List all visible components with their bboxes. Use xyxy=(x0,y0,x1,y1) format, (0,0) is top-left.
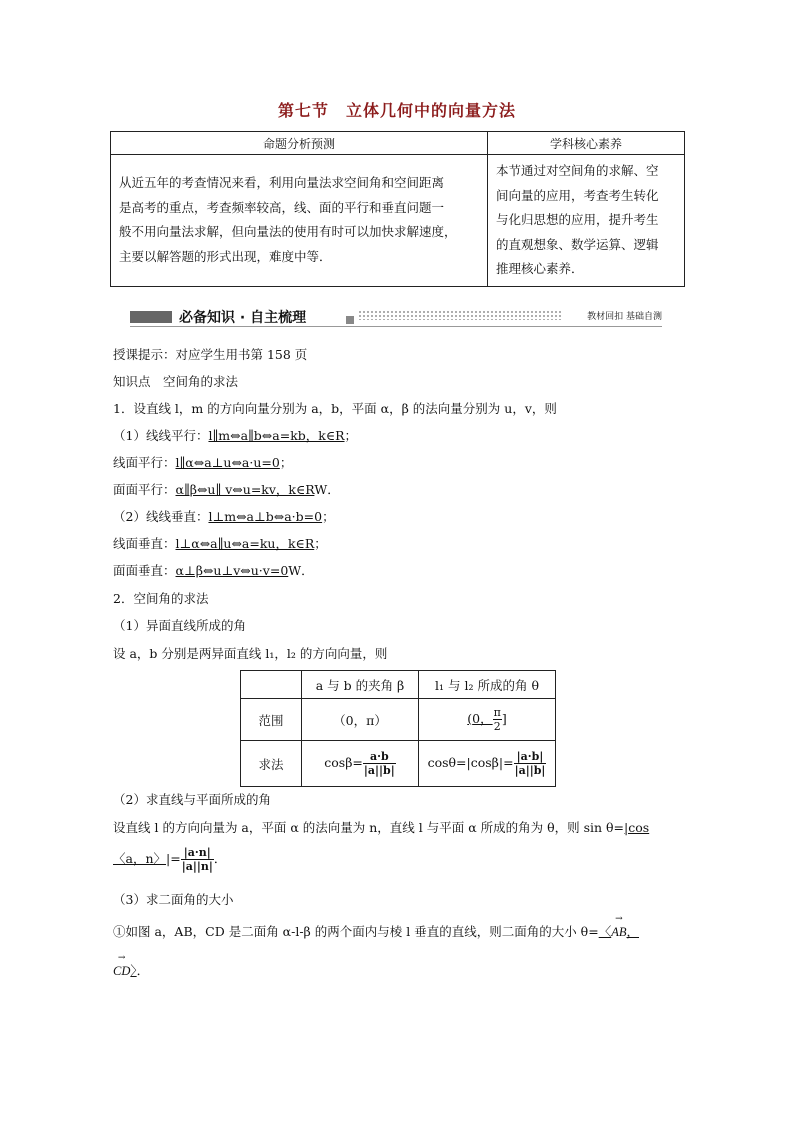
punct: ． xyxy=(301,563,314,578)
ab-numerator: a·b xyxy=(363,750,396,764)
cos-theta-label: cosθ=|cosβ|= xyxy=(427,755,514,770)
an-numerator: |a·n| xyxy=(181,846,214,860)
banner-dots xyxy=(358,310,563,320)
open-bracket: ( xyxy=(467,711,473,726)
vector-arrow-icon: → xyxy=(117,953,126,963)
literacy-line: 推理核心素养． xyxy=(496,261,584,276)
line-plane-parallel-label: 线面平行： xyxy=(113,455,176,470)
vector-cd xyxy=(113,953,131,979)
section-banner xyxy=(130,306,662,328)
item-2-2-eq: |= xyxy=(166,851,181,866)
item-2-3-desc-text: ①如图 a，AB，CD 是二面角 α-l-β 的两个面内与棱 l 垂直的直线，则二面角的大小 θ= xyxy=(113,924,599,939)
item-2-3: （3）求二面角的大小 xyxy=(113,892,234,907)
range-beta: （0，π） xyxy=(302,699,419,741)
two-denominator: 2 xyxy=(493,720,501,733)
banner-right-label: 教材回扣 基础自测 xyxy=(587,312,662,322)
item-2-1: （1）异面直线所成的角 xyxy=(113,618,246,633)
w-mark: W xyxy=(314,482,328,497)
literacy-line: 与化归思想的应用，提升考生 xyxy=(496,212,659,227)
analysis-line: 般不用向量法求解，但向量法的使用有时可以加快求解速度， xyxy=(119,224,457,240)
punct: ． xyxy=(136,963,150,978)
range-theta-value xyxy=(467,706,507,733)
punct: ； xyxy=(344,428,358,443)
angle-header-beta: a 与 b 的夹角 β xyxy=(302,671,419,699)
item-1: 1．设直线 l，m 的方向向量分别为 a，b，平面 α，β 的法向量分别为 u，v，则 xyxy=(113,401,557,416)
an-fraction xyxy=(181,846,214,873)
w-mark: W xyxy=(288,563,302,578)
banner-label: 必备知识 · 自主梳理 xyxy=(179,310,307,326)
parallel-formula: l∥m⇔a∥b⇔a=kb，k∈R xyxy=(208,428,345,443)
topic-analysis-table xyxy=(110,131,685,287)
item-2-2-angle: 〈a，n〉 xyxy=(113,851,167,866)
item-2-2-desc-text: 设直线 l 的方向向量为 a，平面 α 的法向量为 n，直线 l 与平面 α 所成的角为 θ，则 sin θ= xyxy=(113,820,625,835)
banner-block xyxy=(130,311,172,323)
perp-heading: （2）线线垂直： xyxy=(113,509,209,524)
abs-ab-numerator: |a·b| xyxy=(514,750,547,764)
line-plane-parallel-formula: l∥α⇔a⊥u⇔a·u=0 xyxy=(175,455,280,470)
plane-plane-parallel xyxy=(113,480,340,498)
item-2-3-cont xyxy=(113,953,150,979)
cos-beta-label: cosβ= xyxy=(324,755,363,770)
literacy-line: 的直观想象、数学运算、逻辑 xyxy=(496,236,659,252)
vector-ab xyxy=(611,914,627,940)
punct: ． xyxy=(327,482,340,497)
item-2: 2．空间角的求法 xyxy=(113,591,209,606)
item-2-2-desc xyxy=(113,818,649,836)
line-line-perp xyxy=(113,507,335,525)
line-plane-perp xyxy=(113,534,327,552)
ab-denominator: |a||b| xyxy=(363,764,395,777)
table-header-literacy: 学科核心素养 xyxy=(488,132,685,155)
line-line-parallel xyxy=(113,426,357,444)
banner-rule xyxy=(130,326,662,327)
analysis-line: 主要以解答题的形式出现，难度中等． xyxy=(119,248,332,264)
analysis-cell xyxy=(111,155,488,287)
angle-header-theta: l₁ 与 l₂ 所成的角 θ xyxy=(419,671,556,699)
vector-ab-label: AB xyxy=(611,925,627,939)
plane-plane-perp xyxy=(113,561,314,579)
range-theta xyxy=(419,699,556,741)
banner-square-icon xyxy=(346,316,354,324)
item-2-2-cos: |cos xyxy=(624,820,650,835)
perp-formula: l⊥m⇔a⊥b⇔a·b=0 xyxy=(208,509,323,524)
dihedral-angle-second: → CD〉 xyxy=(113,953,137,978)
item-2-2: （2）求直线与平面所成的角 xyxy=(113,792,271,807)
abs-ab-denominator: |a||b| xyxy=(514,764,546,777)
lecture-hint: 授课提示：对应学生用书第 158 页 xyxy=(113,347,308,362)
item-2-3-desc xyxy=(113,914,639,940)
dihedral-angle-first: 〈 → AB， xyxy=(598,914,639,939)
vector-arrow-icon: → xyxy=(615,914,623,924)
item-2-2-formula xyxy=(113,846,226,873)
vector-cd-label: CD xyxy=(113,964,131,978)
angle-table xyxy=(240,670,556,787)
analysis-line: 是高考的重点，考查频率较高，线、面的平行和垂直问题一 xyxy=(119,199,445,215)
analysis-line: 从近五年的考查情况来看，利用向量法求空间角和空间距离 xyxy=(119,175,445,191)
close-bracket: ] xyxy=(501,711,507,726)
item-2-1-desc: 设 a，b 分别是两异面直线 l₁，l₂ 的方向向量，则 xyxy=(113,646,388,661)
method-beta xyxy=(302,741,419,787)
plane-plane-parallel-formula: α∥β⇔u∥ v⇔u=kv，k∈R xyxy=(175,482,315,497)
punct: ． xyxy=(213,851,227,866)
range-theta-prefix: 0， xyxy=(472,711,493,726)
punct: ； xyxy=(279,455,293,470)
line-plane-parallel xyxy=(113,453,292,471)
literacy-line: 间向量的应用，考查考生转化 xyxy=(496,187,659,203)
parallel-heading: （1）线线平行： xyxy=(113,428,209,443)
an-denominator: |a||n| xyxy=(181,860,213,873)
line-plane-perp-formula: l⊥α⇔a∥u⇔a=ku，k∈R xyxy=(175,536,315,551)
line-plane-perp-label: 线面垂直： xyxy=(113,536,176,551)
method-label: 求法 xyxy=(241,741,302,787)
ab-fraction xyxy=(363,750,396,777)
punct: ； xyxy=(322,509,335,524)
pi-over-two xyxy=(493,706,502,733)
page-title: 第七节 立体几何中的向量方法 xyxy=(277,101,516,120)
abs-ab-fraction xyxy=(514,750,547,777)
pi-numerator: π xyxy=(493,706,501,719)
plane-plane-perp-formula: α⊥β⇔u⊥v⇔u·v=0 xyxy=(175,563,289,578)
angle-table-corner xyxy=(241,671,302,699)
range-label: 范围 xyxy=(241,699,302,741)
method-theta xyxy=(419,741,556,787)
punct: ； xyxy=(314,536,327,551)
knowledge-point: 知识点 空间角的求法 xyxy=(113,374,239,389)
plane-plane-parallel-label: 面面平行： xyxy=(113,482,176,497)
literacy-cell xyxy=(488,155,685,287)
literacy-line: 本节通过对空间角的求解、空 xyxy=(496,163,659,178)
plane-plane-perp-label: 面面垂直： xyxy=(113,563,176,578)
table-header-analysis: 命题分析预测 xyxy=(111,132,488,155)
